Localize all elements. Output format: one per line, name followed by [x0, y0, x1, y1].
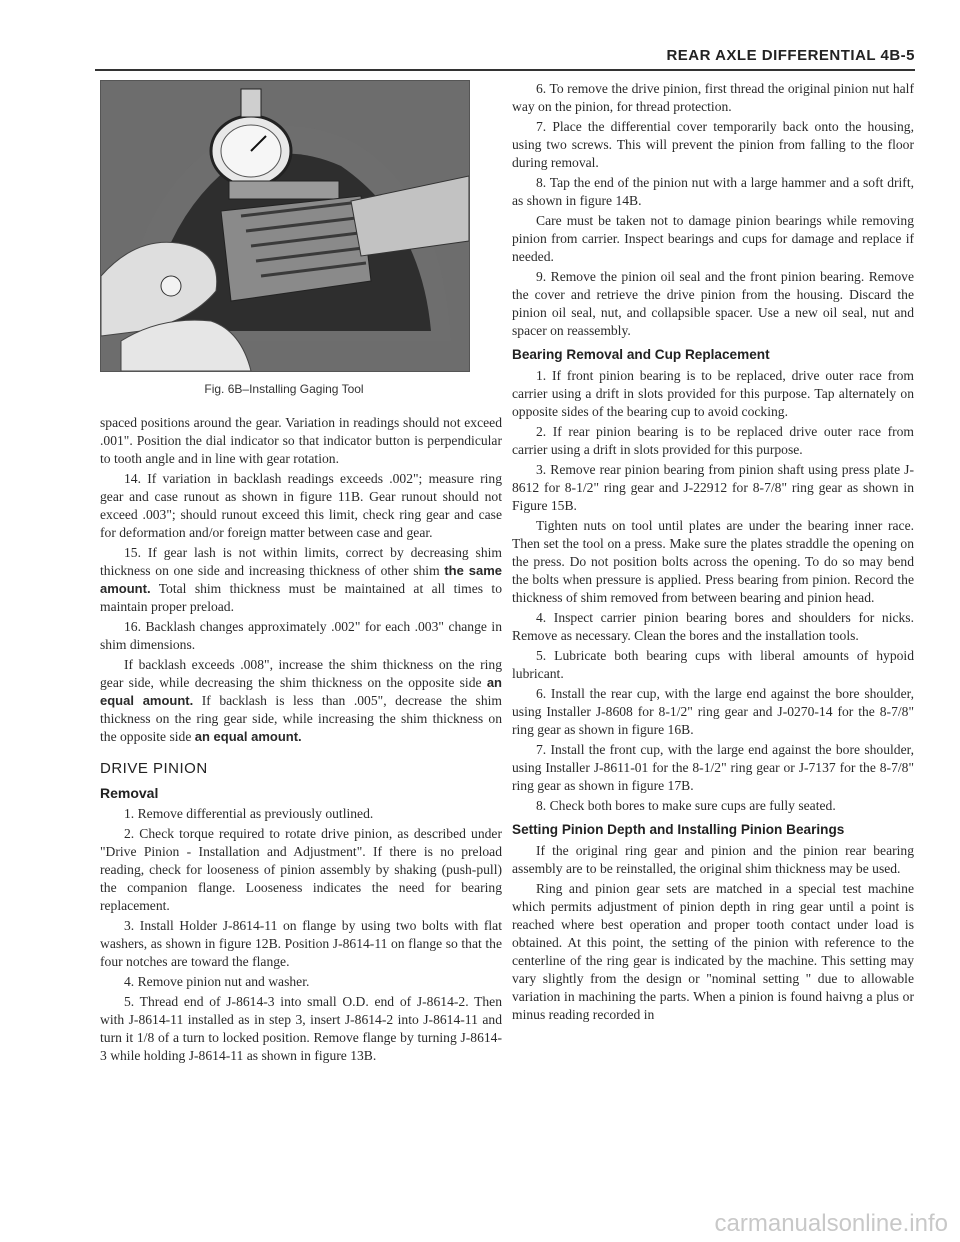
paragraph-step-16: 16. Backlash changes approximately .002" for each .003" change in shim dimensions.	[100, 619, 502, 652]
section-heading-drive-pinion: DRIVE PINION	[100, 760, 208, 777]
paragraph-removal-7: 7. Place the differential cover temporarily back onto the housing, using two screws. This will prevent the pinion from falling to the floor during removal.	[512, 119, 914, 170]
figure-caption: Fig. 6B–Installing Gaging Tool	[204, 382, 364, 396]
paragraph-bearing-7: 7. Install the front cup, with the large end against the bore shoulder, using Installer J-8611-01 for the 8-1/2" ring gear or J-7137 for the 8-7/8" ring gear as shown in figure 17B.	[512, 742, 914, 793]
emphasis-equal-amount: an equal amount.	[100, 675, 502, 708]
paragraph-bearing-1: 1. If front pinion bearing is to be replaced, drive outer race from carrier using a drift in slots provided for this purpose. Tap alternately on opposite sides of the bearing cup to avoid cocking.	[512, 368, 914, 419]
left-column	[100, 80, 502, 1067]
paragraph-bearing-3: 3. Remove rear pinion bearing from pinion shaft using press plate J-8612 for 8-1/2" ring gear and J-22912 for 8-7/8" ring gear as shown in Figure 15B.	[512, 462, 914, 513]
paragraph-bearing-4: 4. Inspect carrier pinion bearing bores and shoulders for nicks. Remove as necessary. Clean the bores and the installation tools.	[512, 610, 914, 643]
paragraph-bearing-6: 6. Install the rear cup, with the large end against the bore shoulder, using Installer J-8608 for 8-1/2" ring gear and J-0270-14 for the 8-7/8" ring gear as shown in figure 16B.	[512, 686, 914, 737]
paragraph-bearing-3-detail: Tighten nuts on tool until plates are under the bearing inner race. Then set the tool on a press. Make sure the plates straddle the opening on the press. Do not position bolts across the opening. To do so may bend the bolts when pressure is applied. Press bearing from pinion. Record the thickness of shim removed from between bearing and pinion head.	[512, 518, 914, 605]
paragraph-removal-9: 9. Remove the pinion oil seal and the front pinion bearing. Remove the cover and retrieve the drive pinion from the housing. Discard the pinion oil seal, nut, and collapsible spacer. Use a new oil seal, nut and spacer on reassembly.	[512, 269, 914, 338]
emphasis-equal-amount: an equal amount.	[194, 729, 302, 744]
paragraph-removal-2: 2. Check torque required to rotate drive pinion, as described under "Drive Pinion - Installation and Adjustment". If there is no preload reading, check for looseness of pinion assembly by shaking (push-pull) the companion flange. Looseness indicates the need for bearing replacement.	[100, 826, 502, 913]
text-run: Total shim thickness must be maintained at all times to maintain proper preload.	[100, 581, 502, 614]
subsection-heading-removal: Removal	[100, 785, 159, 801]
gaging-tool-photo	[101, 81, 469, 371]
paragraph-removal-8: 8. Tap the end of the pinion nut with a large hammer and a soft drift, as shown in figure 14B.	[512, 175, 914, 208]
paragraph-bearing-5: 5. Lubricate both bearing cups with liberal amounts of hypoid lubricant.	[512, 648, 914, 681]
running-head: REAR AXLE DIFFERENTIAL 4B-5	[666, 47, 915, 64]
paragraph-step-14: 14. If variation in backlash readings exceeds .002"; measure ring gear and case runout as shown in figure 11B. Gear runout should not exceed .003"; should runout exceed this limit, check ring gear and case for deformation and/or foreign matter between case and gear.	[100, 471, 502, 540]
right-column	[512, 80, 914, 1026]
text-run: If backlash exceeds .008", increase the shim thickness on the ring gear side, while decreasing the shim thickness on the opposite side	[100, 657, 502, 690]
figure-installing-gaging-tool	[100, 80, 470, 372]
text-run: 15. If gear lash is not within limits, correct by decreasing shim thickness on one side and increasing thickness of other shim	[100, 545, 502, 578]
paragraph-bearing-2: 2. If rear pinion bearing is to be replaced drive outer race from carrier using a drift in slots provided for this purpose.	[512, 424, 914, 457]
emphasis-same-amount: the same amount.	[100, 563, 502, 596]
paragraph-caution: Care must be taken not to damage pinion bearings while removing pinion from carrier. Inspect bearings and cups for damage and replace if needed.	[512, 213, 914, 264]
subsection-heading-bearing-removal: Bearing Removal and Cup Replacement	[512, 347, 770, 362]
subsection-heading-setting-pinion-depth: Setting Pinion Depth and Installing Pinion Bearings	[512, 822, 845, 837]
watermark: carmanualsonline.info	[714, 1210, 948, 1237]
paragraph-removal-4: 4. Remove pinion nut and washer.	[124, 974, 310, 989]
text-run: If backlash is less than .005", decrease the shim thickness on the ring gear side, while increasing the shim thickness on the opposite side	[100, 693, 502, 744]
page-header	[95, 47, 915, 71]
paragraph-setting-1: If the original ring gear and pinion and the pinion rear bearing assembly are to be reinstalled, the original shim thickness may be used.	[512, 843, 914, 876]
paragraph-removal-5: 5. Thread end of J-8614-3 into small O.D. end of J-8614-2. Then with J-8614-11 installed as in step 3, insert J-8614-2 into J-8614-11 and turn it 1/8 of a turn to locked position. Remove flange by turning J-8614-3 while holding J-8614-11 as shown in figure 13B.	[100, 994, 502, 1063]
paragraph-removal-1: 1. Remove differential as previously outlined.	[124, 806, 374, 821]
paragraph: spaced positions around the gear. Variation in readings should not exceed .001". Position the dial indicator so that indicator button is perpendicular to tooth angle and in line with gear rotation.	[100, 415, 502, 466]
paragraph-backlash	[100, 656, 502, 746]
paragraph-removal-3: 3. Install Holder J-8614-11 on flange by using two bolts with flat washers, as shown in figure 12B. Position J-8614-11 on flange so that the four notches are toward the flange.	[100, 918, 502, 969]
paragraph-step-15	[100, 544, 502, 616]
paragraph-setting-2: Ring and pinion gear sets are matched in a special test machine which permits adjustment of pinion depth in ring gear until a point is reached where best operation and proper tooth contact under load is obtained. At this point, the setting of the pinion with reference to the centerline of the ring gear is indicated by the machine. This setting may vary slightly from the design or "nominal setting " due to allowable variation in machining the parts. When a pinion is found haivng a plus or minus reading recorded in	[512, 881, 914, 1022]
paragraph-bearing-8: 8. Check both bores to make sure cups are fully seated.	[536, 798, 836, 813]
paragraph-removal-6: 6. To remove the drive pinion, first thread the original pinion nut half way on the pinion, for thread protection.	[512, 81, 914, 114]
